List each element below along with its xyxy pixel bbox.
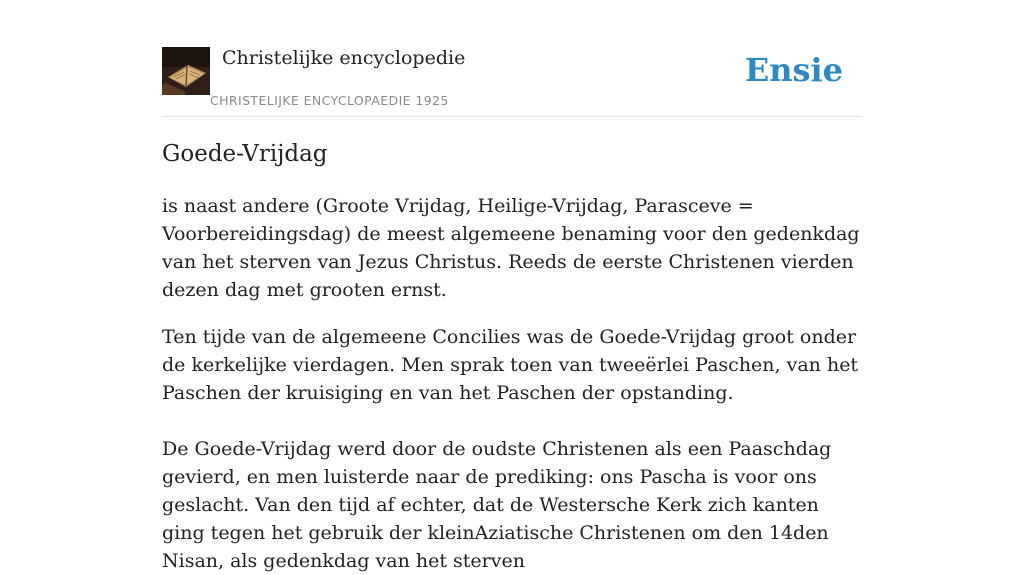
- article-paragraph-1: is naast andere (Groote Vrijdag, Heilige-Vrijdag, Parasceve = Voorbereidingsdag) de meest algemeene benaming voor den gedenkdag van het sterven van Jezus Christus. Reeds de eerste Christenen vierden dezen dag met grooten ernst.: [162, 195, 860, 301]
- site-subtitle: CHRISTELIJKE ENCYCLOPAEDIE 1925: [210, 93, 449, 108]
- article-body: [162, 192, 862, 575]
- brand-logo[interactable]: Ensie: [744, 51, 843, 89]
- article-paragraph-2: Ten tijde van de algemeene Concilies was de Goede-Vrijdag groot onder de kerkelijke vierdagen. Men sprak toen van tweeërlei Paschen, van het Paschen der kruisiging en van het Paschen der opstanding.: [162, 326, 859, 404]
- article-title: Goede-Vrijdag: [162, 141, 328, 167]
- page: [162, 0, 862, 572]
- site-name[interactable]: Christelijke encyclopedie: [222, 47, 466, 69]
- site-avatar[interactable]: [162, 47, 210, 95]
- header: [162, 0, 862, 117]
- article-paragraph-3: De Goede-Vrijdag werd door de oudste Christenen als een Paaschdag gevierd, en men luisterde naar de prediking: ons Pascha is voor ons geslacht. Van den tijd af echter, dat de Westersche Kerk zich kanten ging tegen het gebruik der kleinAziatische Christenen om den 14den Nisan, als gedenkdag van het sterven: [162, 438, 832, 572]
- book-thumbnail-icon: [162, 47, 210, 95]
